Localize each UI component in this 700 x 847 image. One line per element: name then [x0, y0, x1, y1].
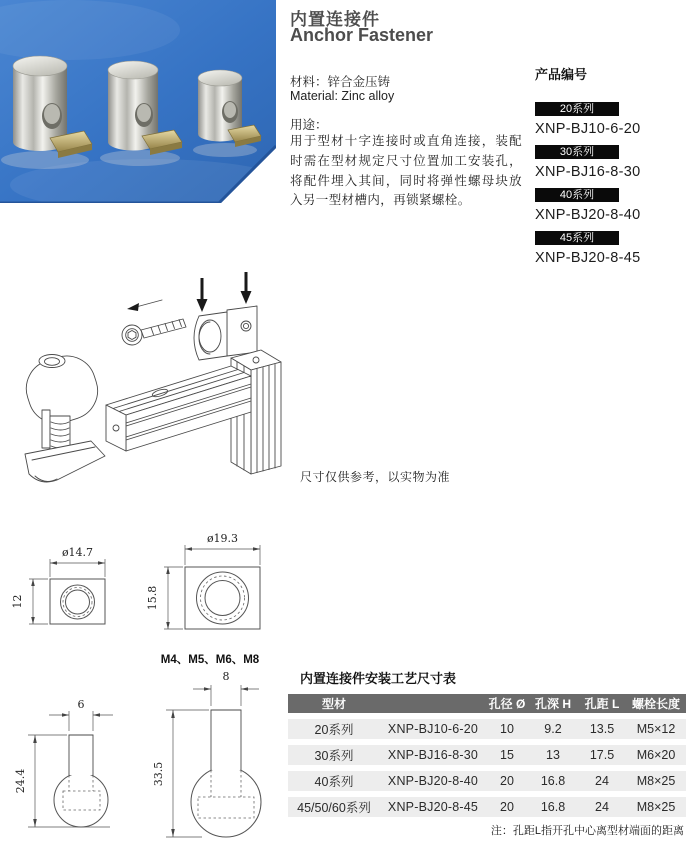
- spec-table-title: 内置连接件安装工艺尺寸表: [300, 671, 457, 686]
- down-arrow-icons: [197, 272, 252, 312]
- series-badge: 45系列: [535, 231, 619, 245]
- cell-bolt-length: M6×20: [626, 745, 686, 765]
- thread-sizes-label: M4、M5、M6、M8: [160, 654, 260, 666]
- material-line-zh: 材料：锌合金压铸: [290, 75, 391, 89]
- code-item: [535, 145, 687, 181]
- col-header-hole-dist: 孔距 L: [578, 694, 626, 713]
- product-codes: [535, 64, 687, 274]
- code-item: [535, 102, 687, 138]
- dim-label: 24.4: [14, 768, 27, 794]
- table-row: [288, 719, 686, 739]
- dimension-drawings: [0, 525, 285, 847]
- table-row: [288, 745, 686, 765]
- series-badge: 30系列: [535, 145, 619, 159]
- page-title-zh: 内置连接件: [290, 10, 380, 29]
- product-code: XNP-BJ16-8-30: [535, 164, 641, 180]
- cell-hole-dist: 17.5: [578, 745, 626, 765]
- dim-label: 6: [77, 698, 85, 711]
- col-header-hole-dia: 孔径 Ø: [486, 694, 528, 713]
- cell-hole-dist: 24: [578, 797, 626, 817]
- cell-hole-depth: 16.8: [528, 797, 578, 817]
- exploded-fastener-art: [19, 348, 105, 482]
- connector-part-art: [194, 306, 257, 360]
- spec-table-section: [288, 668, 686, 838]
- product-code: XNP-BJ20-8-45: [535, 250, 641, 266]
- product-photo: [0, 0, 276, 203]
- usage-text: 用于型材十字连接时或直角连接，装配时需在型材规定尺寸位置加工安装孔，将配件埋入其间，同时将弹性螺母块放入另一型材槽内，再锁紧螺栓。: [290, 134, 522, 208]
- cell-code: XNP-BJ10-6-20: [380, 719, 486, 739]
- assembly-diagram: [5, 272, 290, 492]
- col-header-hole-depth: 孔深 H: [528, 694, 578, 713]
- spec-table: [288, 688, 686, 823]
- product-code: XNP-BJ10-6-20: [535, 121, 641, 137]
- cell-hole-dist: 24: [578, 771, 626, 791]
- dim-label: 8: [222, 670, 230, 683]
- series-badge: 40系列: [535, 188, 619, 202]
- col-header-code: [380, 694, 486, 713]
- product-photo-image: [0, 0, 276, 203]
- drawing-nut-face-small: [11, 546, 105, 624]
- cell-hole-depth: 16.8: [528, 771, 578, 791]
- cell-hole-dia: 10: [486, 719, 528, 739]
- cell-hole-depth: 9.2: [528, 719, 578, 739]
- dimension-disclaimer: 尺寸仅供参考，以实物为准: [300, 470, 451, 484]
- series-badge: 20系列: [535, 102, 619, 116]
- drawing-nut-face-large: [146, 532, 260, 629]
- usage-label: 用途：: [290, 118, 328, 132]
- cell-hole-dia: 20: [486, 797, 528, 817]
- code-item: [535, 231, 687, 267]
- drawing-keyhole-large: [152, 654, 261, 837]
- table-header-row: [288, 694, 686, 713]
- cell-hole-dist: 13.5: [578, 719, 626, 739]
- table-row: [288, 797, 686, 817]
- dim-label: 33.5: [152, 761, 165, 787]
- page-title-en: Anchor Fastener: [290, 25, 434, 45]
- bolt-art: [122, 300, 186, 345]
- material-line-en: Material: Zinc alloy: [290, 89, 395, 103]
- product-codes-heading: 产品编号: [535, 67, 588, 82]
- cell-series: 45/50/60系列: [288, 797, 380, 817]
- cell-hole-dia: 20: [486, 771, 528, 791]
- cell-code: XNP-BJ16-8-30: [380, 745, 486, 765]
- dim-label: 15.8: [146, 585, 159, 611]
- col-header-bolt-length: 螺栓长度: [626, 694, 686, 713]
- cell-code: XNP-BJ20-8-40: [380, 771, 486, 791]
- cell-bolt-length: M8×25: [626, 771, 686, 791]
- code-item: [535, 188, 687, 224]
- dim-label: ø19.3: [206, 532, 239, 545]
- table-row: [288, 771, 686, 791]
- drawing-keyhole-small: [14, 698, 113, 827]
- cell-hole-dia: 15: [486, 745, 528, 765]
- extrusion-beam-art: [106, 366, 251, 451]
- cell-code: XNP-BJ20-8-45: [380, 797, 486, 817]
- dim-label: ø14.7: [61, 546, 94, 559]
- dim-label: 12: [11, 594, 24, 609]
- cell-hole-depth: 13: [528, 745, 578, 765]
- product-code: XNP-BJ20-8-40: [535, 207, 641, 223]
- cell-series: 30系列: [288, 745, 380, 765]
- table-footnote: 注：孔距L指开孔中心离型材端面的距离: [490, 825, 684, 837]
- cell-series: 20系列: [288, 719, 380, 739]
- col-header-profile: 型材: [288, 694, 380, 713]
- cell-bolt-length: M8×25: [626, 797, 686, 817]
- cell-bolt-length: M5×12: [626, 719, 686, 739]
- cell-series: 40系列: [288, 771, 380, 791]
